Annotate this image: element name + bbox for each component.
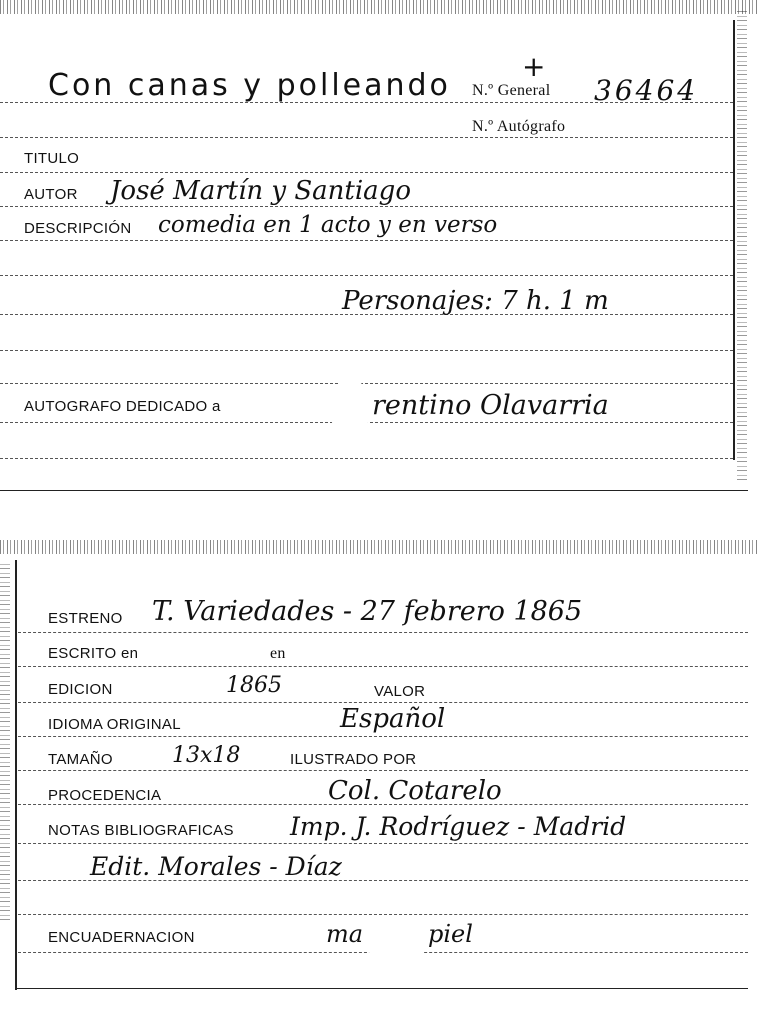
autor-value: José Martín y Santiago [110,176,411,206]
estreno-value: T. Variedades - 27 febrero 1865 [152,596,583,627]
tamano-label: TAMAÑO [48,751,113,768]
titulo-label: TITULO [24,150,80,167]
scan-noise-top [0,0,759,14]
rule [0,172,733,173]
card-bottom-edge [15,988,748,989]
notas-value-line1: Imp. J. Rodríguez - Madrid [290,812,627,841]
cross-mark: + [522,50,546,83]
descripcion-label: DESCRIPCIÓN [24,220,132,237]
erased-blot [368,918,424,972]
erased-blot [330,378,370,440]
autografo-label: N.º Autógrafo [472,118,566,135]
rule [0,350,733,351]
card-bottom-edge [0,490,748,491]
rule [18,632,748,633]
valor-label: VALOR [374,683,426,700]
scan-noise-top [0,540,759,554]
rule [18,843,748,844]
rule [18,770,748,771]
rule [0,240,733,241]
procedencia-value: Col. Cotarelo [328,776,502,806]
rule [18,666,748,667]
en-label: en [270,645,286,662]
rule [0,383,733,384]
tamano-value: 13x18 [172,743,241,768]
general-label: N.º General [472,82,551,99]
scan-noise-right [737,10,747,480]
card-edge [733,20,735,460]
edicion-label: EDICION [48,681,113,698]
top-catalog-card [0,0,759,495]
encuadernacion-value-b: piel [428,920,473,948]
edicion-value: 1865 [226,673,282,698]
rule [0,137,733,138]
bottom-catalog-card [0,540,759,1028]
personajes-value: Personajes: 7 h. 1 m [342,286,609,316]
rule [0,458,733,459]
estreno-label: ESTRENO [48,610,123,627]
scan-noise-left [0,560,10,920]
rule [0,275,733,276]
dedicado-label: AUTOGRAFO DEDICADO a [24,398,221,415]
idioma-label: IDIOMA ORIGINAL [48,716,181,733]
rule [18,702,748,703]
descripcion-value: comedia en 1 acto y en verso [158,212,498,238]
encuadernacion-value-a: ma [326,920,364,948]
notas-label: NOTAS BIBLIOGRAFICAS [48,822,234,839]
encuadernacion-label: ENCUADERNACION [48,929,195,946]
notas-value-line2: Edit. Morales - Díaz [90,852,342,881]
idioma-value: Español [340,704,446,734]
dedicado-value: rentino Olavarria [372,390,609,421]
rule [18,914,748,915]
escrito-label: ESCRITO en [48,645,139,662]
autor-label: AUTOR [24,186,78,203]
rule [18,736,748,737]
rule [0,206,733,207]
ilustrado-label: ILUSTRADO POR [290,751,417,768]
title-handwritten: Con canas y polleando [48,68,451,103]
card-edge-left [15,560,17,990]
procedencia-label: PROCEDENCIA [48,787,162,804]
general-value: 36464 [594,74,699,107]
